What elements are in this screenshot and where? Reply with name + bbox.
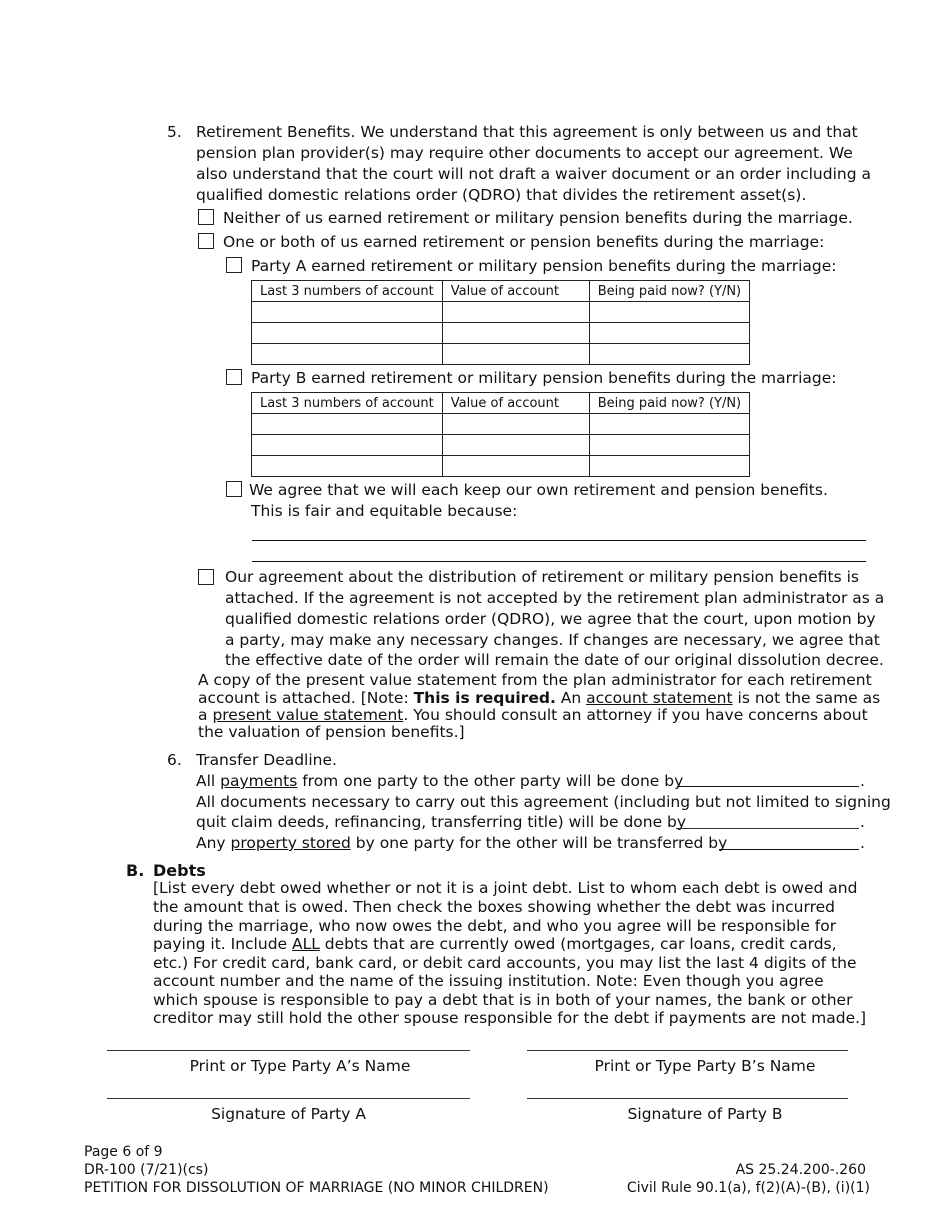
item6-title: Transfer Deadline. <box>196 751 337 769</box>
period: . <box>860 772 865 790</box>
party-b-accounts-table <box>251 392 750 477</box>
table-cell[interactable] <box>252 302 443 323</box>
instruction-line: account number and the name of the issuing institution. Note: Even though you agree <box>153 972 824 990</box>
item5-intro-line: also understand that the court will not draft a waiver document or an order including a <box>196 165 871 183</box>
table-cell[interactable] <box>252 414 443 435</box>
note-line: A copy of the present value statement from the plan administrator for each retirement <box>198 671 872 689</box>
column-header: Value of account <box>442 393 589 414</box>
page-number: Page 6 of 9 <box>84 1144 163 1160</box>
table-cell[interactable] <box>442 344 589 365</box>
table-cell[interactable] <box>442 323 589 344</box>
section-b-letter: B. <box>126 861 145 880</box>
table-cell[interactable] <box>252 323 443 344</box>
attached-line: a party, may make any necessary changes. If changes are necessary, we agree that <box>225 631 880 649</box>
party-a-name-label: Print or Type Party A’s Name <box>189 1057 411 1075</box>
column-header: Being paid now? (Y/N) <box>589 393 749 414</box>
attached-line: Our agreement about the distribution of retirement or military pension benefits is <box>225 568 859 586</box>
table-cell[interactable] <box>589 323 749 344</box>
item5-intro-line: Retirement Benefits. We understand that this agreement is only between us and that <box>196 123 858 141</box>
note-line: the valuation of pension benefits.] <box>198 723 465 741</box>
table-cell[interactable] <box>442 414 589 435</box>
one-or-both-label: One or both of us earned retirement or pension benefits during the marriage: <box>223 233 825 251</box>
table-row <box>252 414 750 435</box>
instruction-line: creditor may still hold the other spouse responsible for the debt if payments are not made.] <box>153 1009 867 1027</box>
party-b-label: Party B earned retirement or military pension benefits during the marriage: <box>251 369 837 387</box>
table-header-row <box>252 393 750 414</box>
rule-citation: Civil Rule 90.1(a), f(2)(A)-(B), (i)(1) <box>626 1180 870 1196</box>
keep-own-reason-label: This is fair and equitable because: <box>251 502 518 520</box>
period: . <box>860 834 865 852</box>
table-cell[interactable] <box>589 414 749 435</box>
party-b-signature-label: Signature of Party B <box>627 1105 783 1123</box>
table-cell[interactable] <box>589 302 749 323</box>
period: . <box>860 813 865 831</box>
instruction-line: etc.) For credit card, bank card, or debit card accounts, you may list the last 4 digits of the <box>153 954 857 972</box>
table-row <box>252 302 750 323</box>
table-cell[interactable] <box>252 344 443 365</box>
party-a-checkbox[interactable] <box>226 257 242 273</box>
instruction-line: during the marriage, who now owes the debt, and who you agree will be responsible for <box>153 917 837 935</box>
payments-deadline-text: All payments from one party to the other party will be done by <box>196 772 684 790</box>
statute-citation: AS 25.24.200-.260 <box>735 1162 866 1178</box>
table-row <box>252 456 750 477</box>
documents-deadline-text: quit claim deeds, refinancing, transferring title) will be done by <box>196 813 687 831</box>
property-deadline-text: Any property stored by one party for the other will be transferred by <box>196 834 728 852</box>
property-deadline-field[interactable] <box>719 834 859 850</box>
instruction-line: paying it. Include ALL debts that are currently owed (mortgages, car loans, credit cards, <box>153 935 837 953</box>
column-header: Value of account <box>442 281 589 302</box>
party-b-checkbox[interactable] <box>226 369 242 385</box>
agreement-attached-checkbox[interactable] <box>198 569 214 585</box>
table-cell[interactable] <box>252 456 443 477</box>
one-or-both-checkbox[interactable] <box>198 233 214 249</box>
documents-deadline-text: All documents necessary to carry out this agreement (including but not limited to signing <box>196 793 891 811</box>
table-cell[interactable] <box>442 302 589 323</box>
table-row <box>252 435 750 456</box>
column-header: Last 3 numbers of account <box>252 393 443 414</box>
attached-line: attached. If the agreement is not accepted by the retirement plan administrator as a <box>225 589 885 607</box>
table-cell[interactable] <box>589 344 749 365</box>
reason-line-1[interactable] <box>252 540 866 541</box>
party-a-signature-label: Signature of Party A <box>211 1105 366 1123</box>
attached-line: the effective date of the order will remain the date of our original dissolution decree. <box>225 651 884 669</box>
column-header: Last 3 numbers of account <box>252 281 443 302</box>
party-b-name-line[interactable] <box>527 1050 848 1051</box>
payments-deadline-field[interactable] <box>677 771 859 787</box>
table-cell[interactable] <box>442 456 589 477</box>
form-title: PETITION FOR DISSOLUTION OF MARRIAGE (NO MINOR CHILDREN) <box>84 1180 549 1196</box>
keep-own-label: We agree that we will each keep our own retirement and pension benefits. <box>249 481 828 499</box>
instruction-line: the amount that is owed. Then check the boxes showing whether the debt was incurred <box>153 898 835 916</box>
table-cell[interactable] <box>252 435 443 456</box>
party-a-signature-line[interactable] <box>107 1098 470 1099</box>
documents-deadline-field[interactable] <box>676 813 859 829</box>
form-id: DR-100 (7/21)(cs) <box>84 1162 209 1178</box>
column-header: Being paid now? (Y/N) <box>589 281 749 302</box>
instruction-line: [List every debt owed whether or not it is a joint debt. List to whom each debt is owed and <box>153 879 858 897</box>
note-line: account is attached. [Note: This is required. An account statement is not the same as <box>198 689 881 707</box>
item5-intro-line: qualified domestic relations order (QDRO) that divides the retirement asset(s). <box>196 186 807 204</box>
reason-line-2[interactable] <box>252 561 866 562</box>
note-line: a present value statement. You should consult an attorney if you have concerns about <box>198 706 868 724</box>
keep-own-checkbox[interactable] <box>226 481 242 497</box>
item5-number: 5. <box>167 123 182 141</box>
table-row <box>252 344 750 365</box>
attached-line: qualified domestic relations order (QDRO), we agree that the court, upon motion by <box>225 610 876 628</box>
party-a-accounts-table <box>251 280 750 365</box>
table-cell[interactable] <box>589 456 749 477</box>
instruction-line: which spouse is responsible to pay a debt that is in both of your names, the bank or other <box>153 991 853 1009</box>
table-header-row <box>252 281 750 302</box>
table-cell[interactable] <box>442 435 589 456</box>
neither-label: Neither of us earned retirement or military pension benefits during the marriage. <box>223 209 853 227</box>
party-b-name-label: Print or Type Party B’s Name <box>594 1057 816 1075</box>
party-b-signature-line[interactable] <box>527 1098 848 1099</box>
table-row <box>252 323 750 344</box>
section-b-title: Debts <box>153 861 206 880</box>
neither-checkbox[interactable] <box>198 209 214 225</box>
table-cell[interactable] <box>589 435 749 456</box>
item6-number: 6. <box>167 751 182 769</box>
party-a-name-line[interactable] <box>107 1050 470 1051</box>
item5-intro-line: pension plan provider(s) may require other documents to accept our agreement. We <box>196 144 853 162</box>
party-a-label: Party A earned retirement or military pension benefits during the marriage: <box>251 257 837 275</box>
